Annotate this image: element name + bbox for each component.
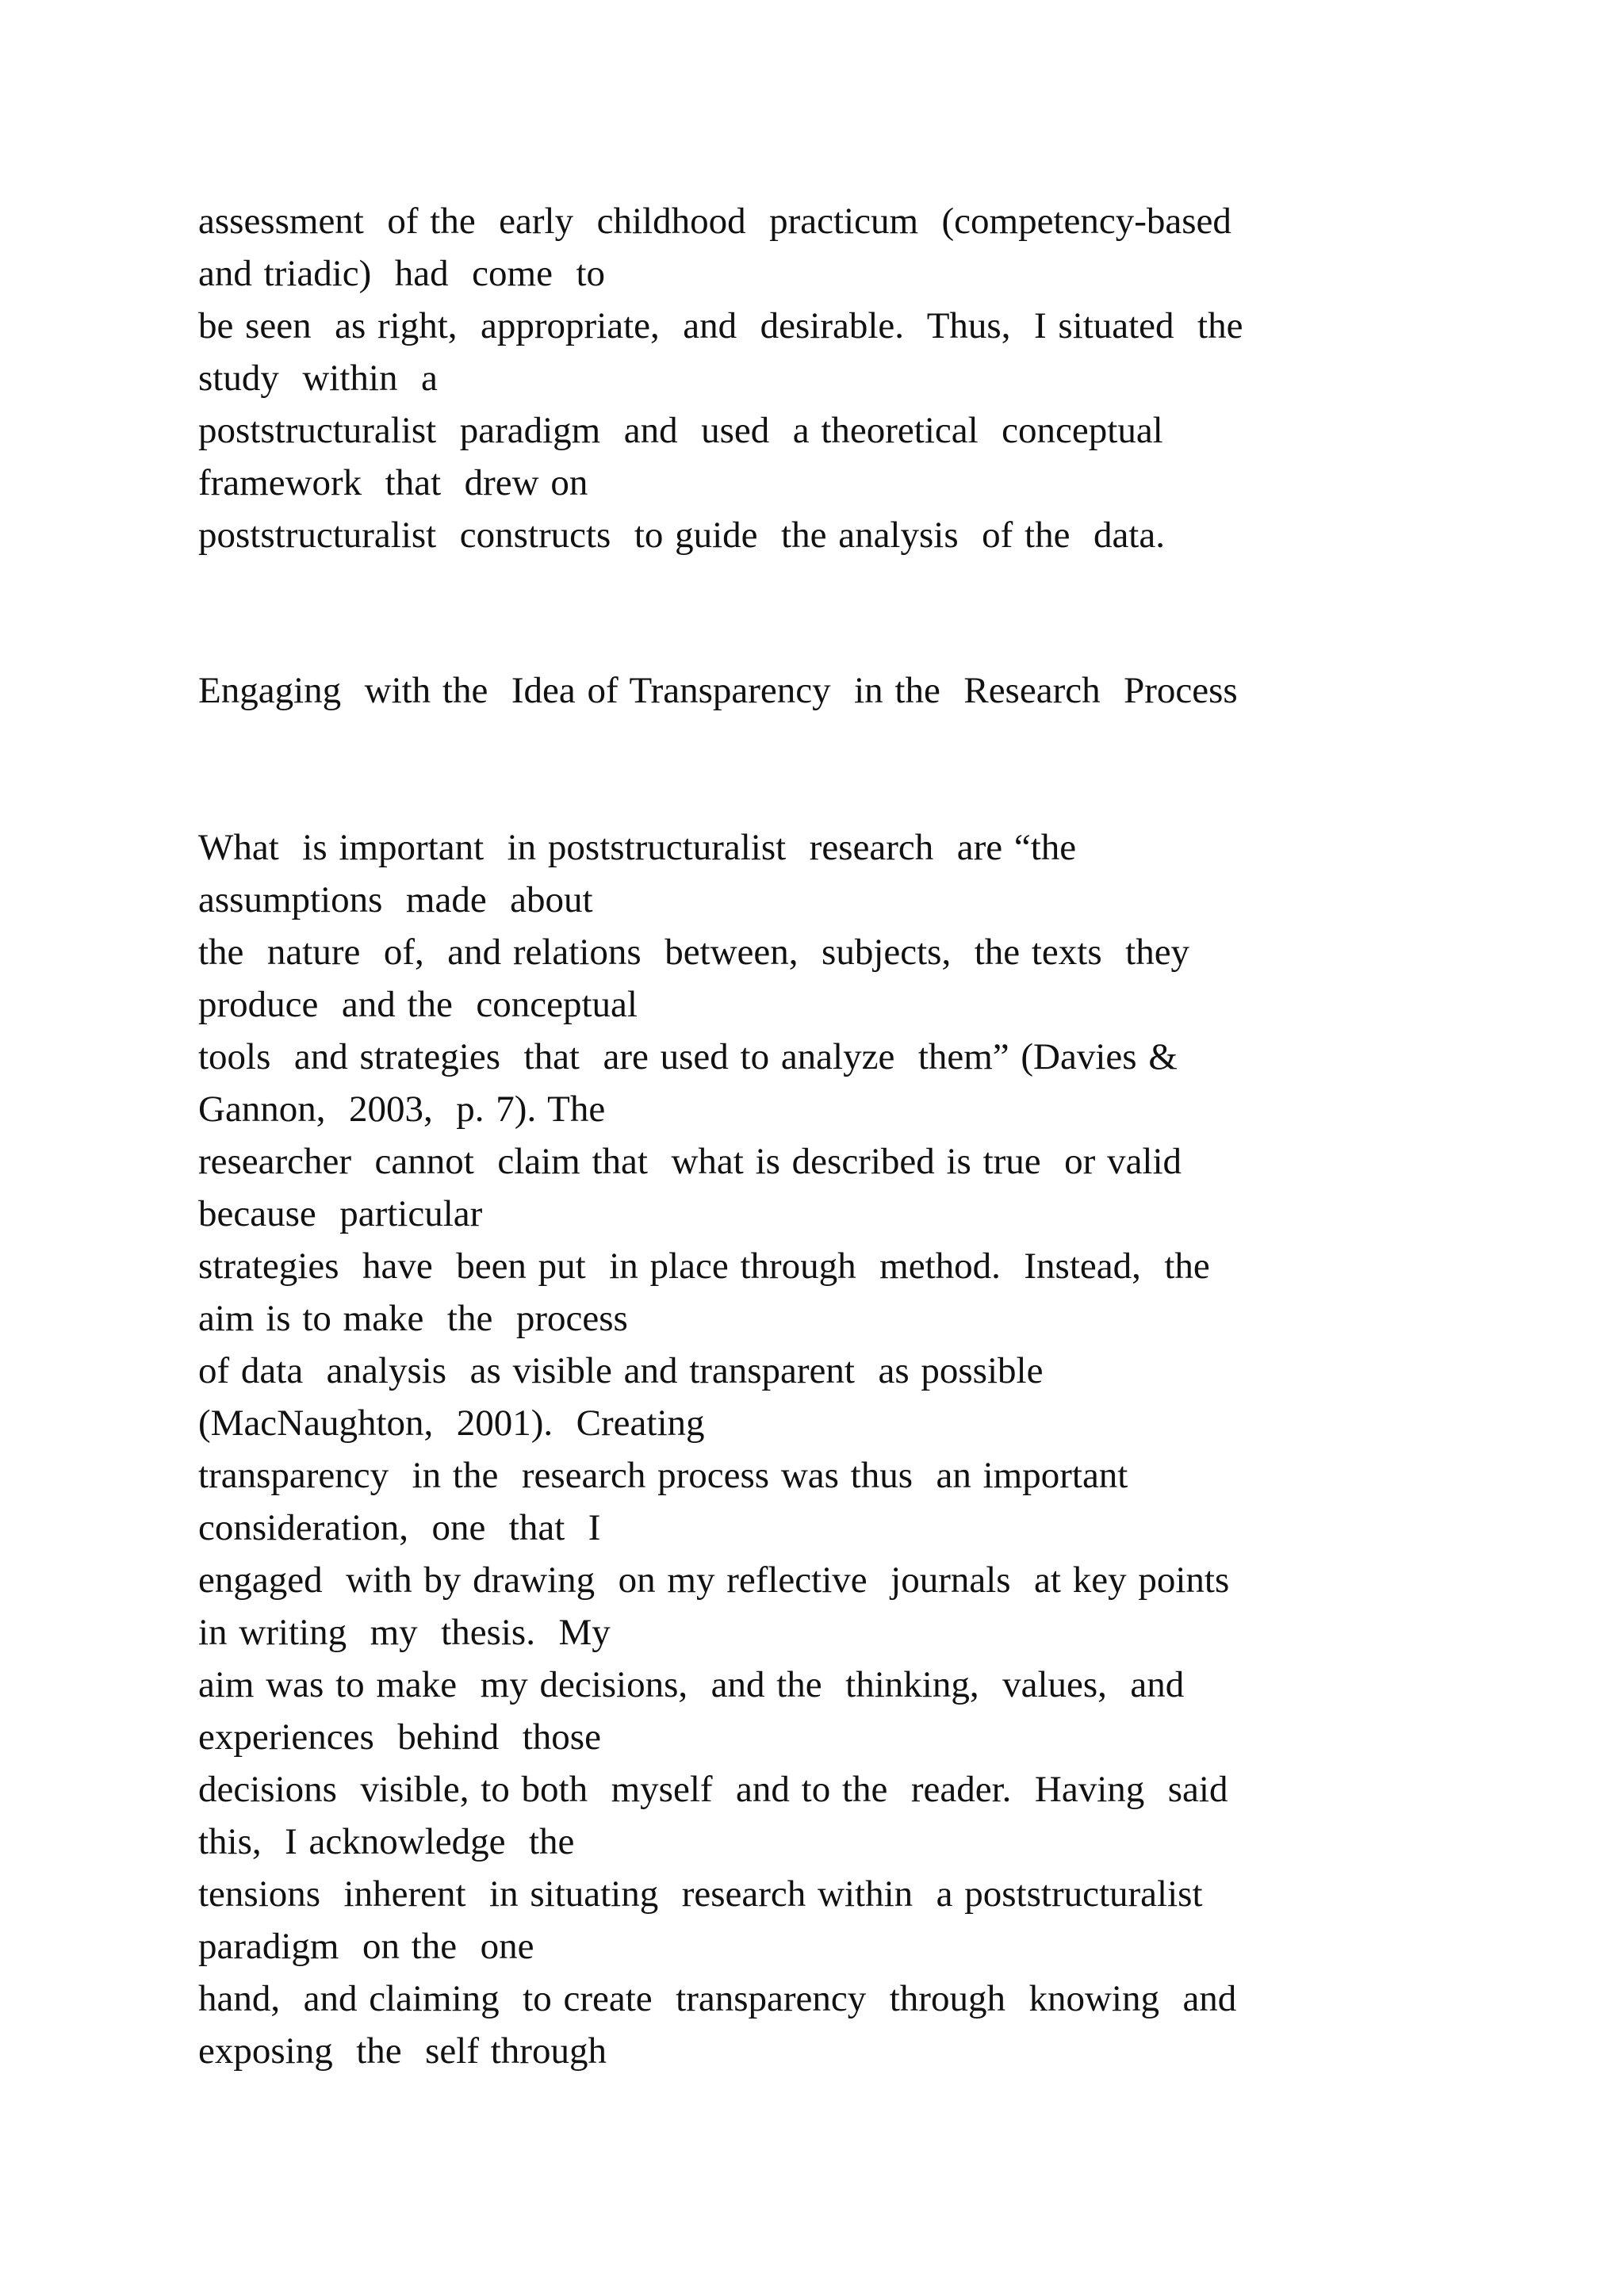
text-line: this, I acknowledge the (198, 1821, 575, 1862)
text-line: experiences behind those (198, 1716, 601, 1758)
text-line: tools and strategies that are used to analyze them” (Davies & (198, 1036, 1178, 1077)
text-line: in writing my thesis. My (198, 1612, 611, 1653)
text-line: researcher cannot claim that what is described is true or valid (198, 1141, 1182, 1182)
text-line: of data analysis as visible and transparent as possible (198, 1350, 1044, 1391)
text-line: What is important in poststructuralist research are “the (198, 827, 1077, 868)
text-line: be seen as right, appropriate, and desirable. Thus, I situated the (198, 305, 1243, 346)
paragraph-transparency (198, 821, 1562, 2077)
section-heading: Engaging with the Idea of Transparency in the Research Process (198, 670, 1238, 711)
text-line: poststructuralist paradigm and used a theoretical conceptual (198, 410, 1163, 451)
text-line: because particular (198, 1193, 483, 1234)
text-line: assumptions made about (198, 879, 593, 920)
text-line: tensions inherent in situating research within a poststructuralist (198, 1873, 1203, 1915)
text-line: aim was to make my decisions, and the thinking, values, and (198, 1664, 1185, 1705)
paragraph-assessment (198, 195, 1562, 561)
text-line: consideration, one that I (198, 1507, 601, 1548)
text-line: and triadic) had come to (198, 253, 606, 294)
text-line: engaged with by drawing on my reflective journals at key points (198, 1559, 1230, 1601)
text-line: exposing the self through (198, 2030, 607, 2072)
text-line: Gannon, 2003, p. 7). The (198, 1089, 606, 1130)
text-line: hand, and claiming to create transparency through knowing and (198, 1978, 1237, 2019)
text-line: the nature of, and relations between, subjects, the texts they (198, 932, 1190, 973)
text-line: decisions visible, to both myself and to the reader. Having said (198, 1769, 1228, 1810)
text-line: strategies have been put in place through method. Instead, the (198, 1246, 1210, 1287)
text-line: (MacNaughton, 2001). Creating (198, 1402, 705, 1444)
text-line: transparency in the research process was thus an important (198, 1455, 1128, 1496)
text-line: assessment of the early childhood practicum (competency-based (198, 201, 1231, 242)
text-line: poststructuralist constructs to guide the analysis of the data. (198, 515, 1165, 556)
text-line: study within a (198, 358, 438, 399)
text-line: paradigm on the one (198, 1926, 534, 1967)
text-line: aim is to make the process (198, 1298, 628, 1339)
text-line: framework that drew on (198, 462, 588, 503)
text-line: produce and the conceptual (198, 984, 638, 1025)
